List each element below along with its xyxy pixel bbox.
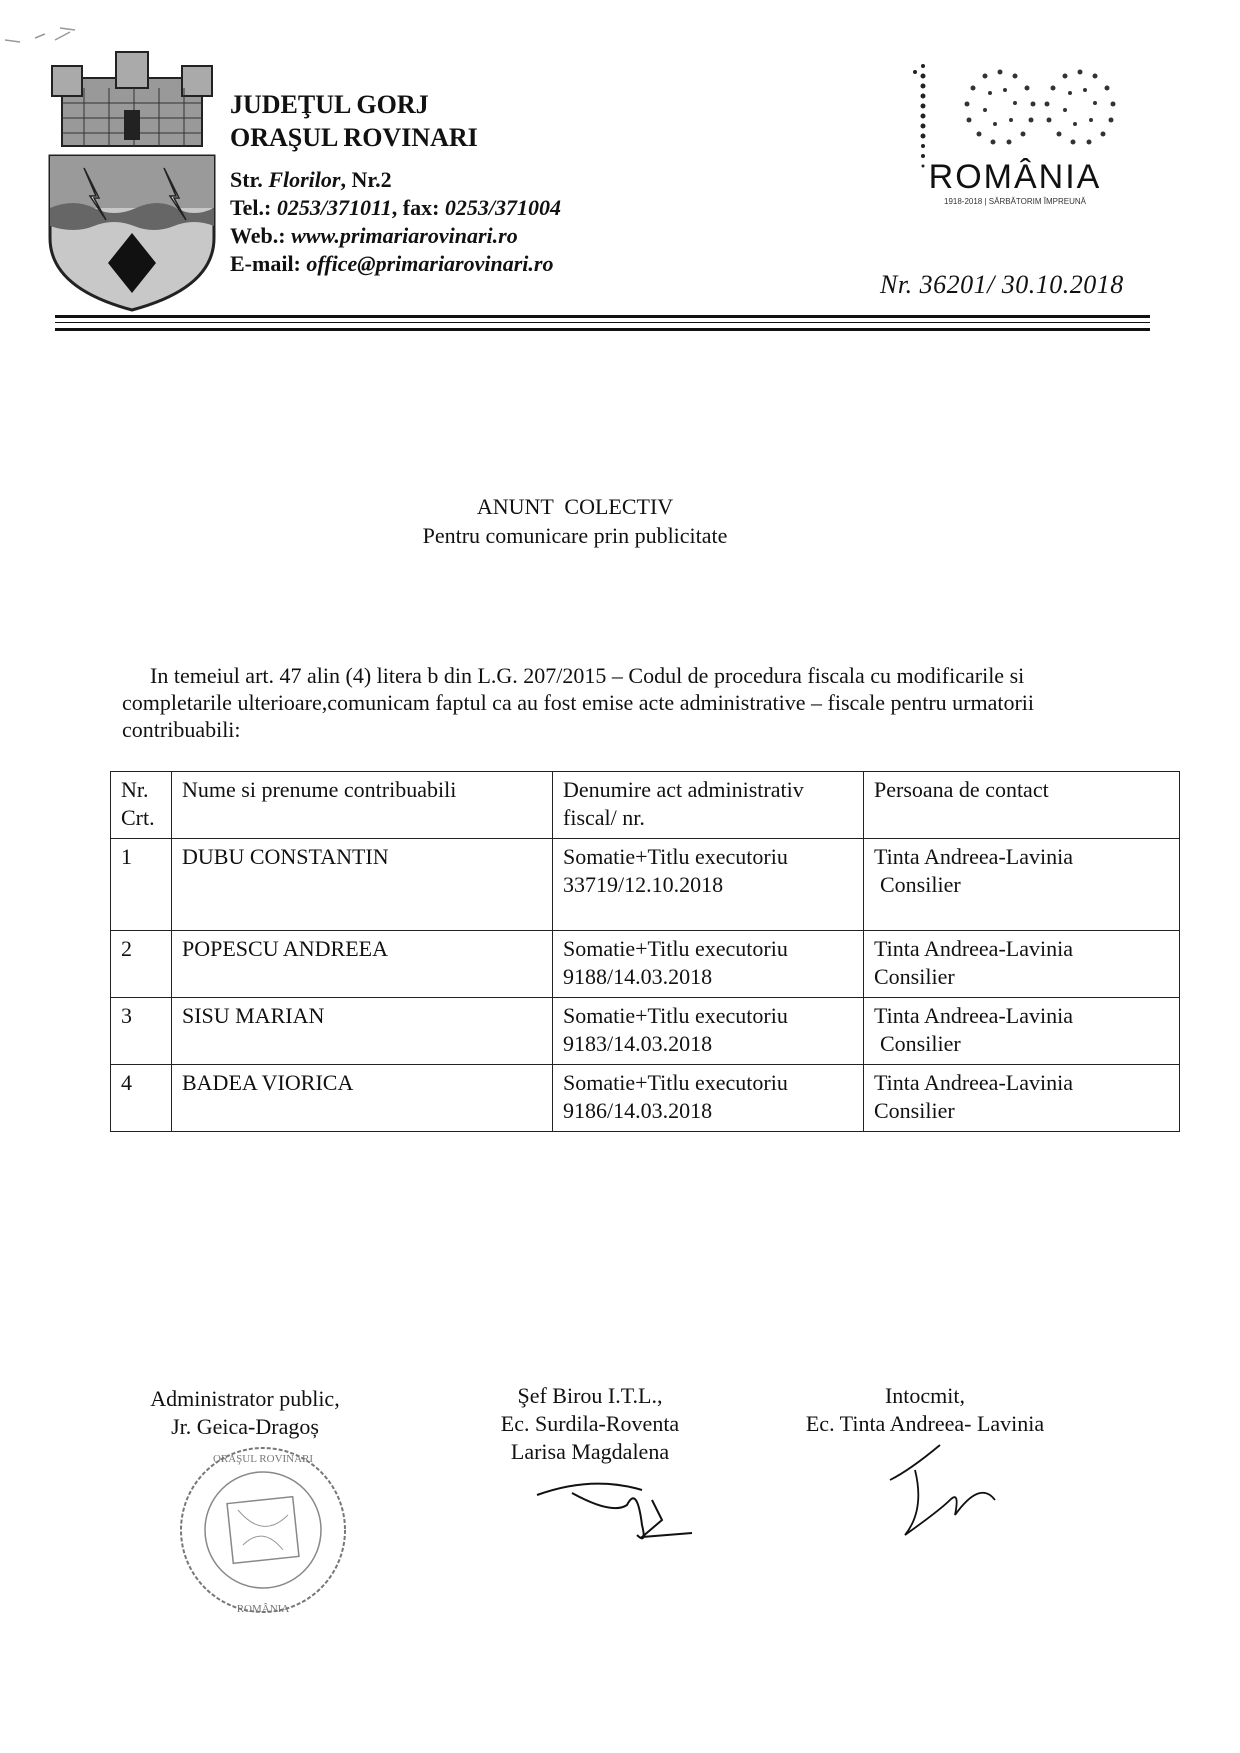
registration-number: Nr. 36201/ 30.10.2018: [880, 270, 1124, 299]
town-name: ORAŞUL ROVINARI: [230, 123, 478, 152]
address-line: Str. Florilor, Nr.2: [230, 167, 392, 192]
act-number: 9188/14.03.2018: [563, 964, 713, 989]
cell-name: SISU MARIAN: [172, 998, 553, 1065]
signature-preparer: [770, 1382, 1080, 1438]
street-number: Nr.2: [351, 167, 392, 192]
contact-role: Consilier: [874, 1098, 955, 1123]
coat-of-arms-emblem: [44, 48, 220, 314]
contact-block: [230, 166, 561, 278]
contact-role: Consilier: [880, 872, 961, 897]
act-type: Somatie+Titlu executoriu: [563, 844, 788, 869]
cell-act: [553, 839, 864, 931]
header-act: Denumire act administrativ fiscal/ nr.: [553, 772, 864, 839]
official-stamp: [168, 1440, 358, 1620]
act-number: 9186/14.03.2018: [563, 1098, 713, 1123]
table-row: [111, 931, 1180, 998]
header-divider: [55, 328, 1150, 331]
table-row: [111, 1065, 1180, 1132]
act-number: 9183/14.03.2018: [563, 1031, 713, 1056]
cell-contact: [864, 1065, 1180, 1132]
signatory-name: Jr. Geica-Dragoș: [171, 1414, 319, 1439]
contact-role: Consilier: [880, 1031, 961, 1056]
header-contact: Persoana de contact: [864, 772, 1180, 839]
table-row: [111, 839, 1180, 931]
web-link[interactable]: www.primariarovinari.ro: [291, 223, 518, 248]
scan-smudge: [0, 20, 100, 50]
intro-paragraph: In temeiul art. 47 alin (4) litera b din L.G. 207/2015 – Codul de procedura fiscala cu modificarile si completarile ulterioare,comunicam faptul ca au fost emise acte administrative – fiscale pentru urmatorii contribuabili:: [122, 663, 1035, 742]
signatory-name-2: Larisa Magdalena: [510, 1439, 670, 1464]
tel-label: Tel.:: [230, 195, 272, 220]
signatory-role: Intocmit,: [884, 1383, 966, 1408]
cell-nr: 1: [111, 839, 172, 931]
contact-name: Tinta Andreea-Lavinia: [874, 1070, 1073, 1095]
web-line: [230, 222, 561, 250]
contact-name: Tinta Andreea-Lavinia: [874, 844, 1073, 869]
logo-country: ROMÂNIA: [928, 158, 1102, 196]
title: ANUNT COLECTIV: [476, 494, 674, 519]
email-line: [230, 250, 561, 278]
act-type: Somatie+Titlu executoriu: [563, 936, 788, 961]
cell-contact: [864, 839, 1180, 931]
taxpayers-table: [110, 771, 1180, 1132]
street-name: Florilor: [268, 167, 341, 192]
header-nr: Nr. Crt.: [111, 772, 172, 839]
svg-text:ROMÂNIA: ROMÂNIA: [236, 1603, 290, 1615]
cell-nr: 4: [111, 1065, 172, 1132]
cell-contact: [864, 931, 1180, 998]
signatory-role: Administrator public,: [150, 1386, 340, 1411]
fax-label: fax:: [402, 195, 440, 220]
svg-text:ORAŞUL ROVINARI: ORAŞUL ROVINARI: [212, 1453, 314, 1465]
tel-number: 0253/371011: [276, 195, 392, 220]
signatory-name: Ec. Tinta Andreea- Lavinia: [805, 1411, 1045, 1436]
act-type: Somatie+Titlu executoriu: [563, 1070, 788, 1095]
signature-scribble: [880, 1440, 1010, 1540]
cell-name: DUBU CONSTANTIN: [172, 839, 553, 931]
web-label: Web.:: [230, 223, 286, 248]
cell-act: [553, 931, 864, 998]
email-link[interactable]: office@primariarovinari.ro: [306, 251, 554, 276]
header-divider: [55, 315, 1150, 318]
cell-name: POPESCU ANDREEA: [172, 931, 553, 998]
subtitle: Pentru comunicare prin publicitate: [422, 523, 728, 548]
cell-nr: 2: [111, 931, 172, 998]
signatory-role: Şef Birou I.T.L.,: [517, 1383, 663, 1408]
cell-act: [553, 1065, 864, 1132]
contact-role: Consilier: [874, 964, 955, 989]
signature-itl-head: [465, 1382, 715, 1466]
cell-contact: [864, 998, 1180, 1065]
romania-centenary-logo: [905, 58, 1125, 228]
table-row: [111, 998, 1180, 1065]
table-header-row: [111, 772, 1180, 839]
fax-number: 0253/371004: [444, 195, 562, 220]
signature-scribble: [532, 1465, 702, 1545]
contact-name: Tinta Andreea-Lavinia: [874, 936, 1073, 961]
cell-nr: 3: [111, 998, 172, 1065]
header-divider: [55, 322, 1150, 323]
phone-line: Tel.: 0253/371011, fax: 0253/371004: [230, 195, 562, 220]
act-type: Somatie+Titlu executoriu: [563, 1003, 788, 1028]
signature-administrator: [120, 1385, 370, 1441]
signatory-name: Ec. Surdila-Roventa: [500, 1411, 680, 1436]
cell-act: [553, 998, 864, 1065]
cell-name: BADEA VIORICA: [172, 1065, 553, 1132]
email-label: E-mail:: [230, 251, 301, 276]
street-label: Str.: [230, 167, 263, 192]
logo-tagline: 1918-2018 | SĂRBĂTORIM ÎMPREUNĂ: [944, 197, 1086, 206]
contact-name: Tinta Andreea-Lavinia: [874, 1003, 1073, 1028]
document-title: [0, 492, 1150, 550]
county-name: JUDEŢUL GORJ: [230, 90, 429, 119]
header-name: Nume si prenume contribuabili: [172, 772, 553, 839]
act-number: 33719/12.10.2018: [563, 872, 724, 897]
